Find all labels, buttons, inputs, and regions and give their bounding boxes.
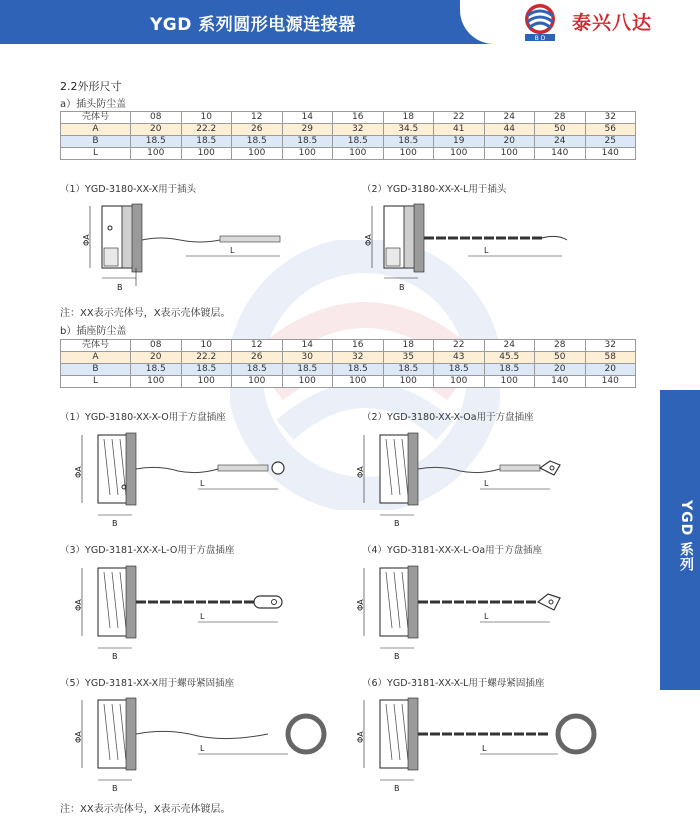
dia-label: ΦA xyxy=(74,599,83,611)
socket-caption-4: （4）YGD-3181-XX-X-L-Oa用于方盘插座 xyxy=(362,545,543,556)
l-label: L xyxy=(200,479,205,488)
table-cell: 20 xyxy=(484,136,535,148)
page-title: YGD 系列圆形电源连接器 xyxy=(150,15,356,35)
l-label: L xyxy=(230,246,235,255)
l-label: L xyxy=(200,612,205,621)
b-label: B xyxy=(399,283,405,292)
table-cell: 12 xyxy=(232,112,283,124)
brand-name: 泰兴八达 xyxy=(572,12,653,34)
l-label: L xyxy=(484,246,489,255)
table-row xyxy=(61,364,636,376)
row-label: 壳体号 xyxy=(61,340,131,352)
socket-cap-drawing-3 xyxy=(68,558,298,663)
b-label: B xyxy=(394,784,400,793)
table-cell: 25 xyxy=(585,136,636,148)
table-cell: 29 xyxy=(282,124,333,136)
dia-label: ΦA xyxy=(82,234,91,246)
table-cell: 18.5 xyxy=(131,364,182,376)
table-cell: 14 xyxy=(282,112,333,124)
table-cell: 20 xyxy=(535,364,586,376)
brand-logo-icon xyxy=(515,2,565,42)
table-cell: 100 xyxy=(383,376,434,388)
socket-subtitle: b）插座防尘盖 xyxy=(60,326,127,337)
table-cell: 100 xyxy=(383,148,434,160)
table-cell: 22 xyxy=(434,112,485,124)
b-label: B xyxy=(394,652,400,661)
table-cell: 32 xyxy=(333,124,384,136)
table-cell: 20 xyxy=(131,352,182,364)
table-cell: 18.5 xyxy=(434,364,485,376)
table-cell: 100 xyxy=(484,148,535,160)
table-row xyxy=(61,136,636,148)
table-cell: 28 xyxy=(535,112,586,124)
table-cell: 56 xyxy=(585,124,636,136)
table-cell: 28 xyxy=(535,340,586,352)
table-cell: 24 xyxy=(484,112,535,124)
table-cell: 18 xyxy=(383,112,434,124)
table-cell: 16 xyxy=(333,340,384,352)
table-cell: 50 xyxy=(535,352,586,364)
logo-letters: B D xyxy=(534,35,546,42)
section-title: 2.2外形尺寸 xyxy=(60,80,122,93)
dia-label: ΦA xyxy=(356,731,365,743)
side-tab-label: YGD 系列 xyxy=(678,500,694,573)
table-cell: 18.5 xyxy=(282,136,333,148)
table-cell: 100 xyxy=(333,376,384,388)
table-cell: 140 xyxy=(585,376,636,388)
table-cell: 08 xyxy=(131,112,182,124)
table-cell: 45.5 xyxy=(484,352,535,364)
socket-cap-drawing-4 xyxy=(350,558,580,663)
table-cell: 26 xyxy=(232,124,283,136)
dia-label: ΦA xyxy=(364,234,373,246)
table-cell: 58 xyxy=(585,352,636,364)
socket-cap-drawing-2 xyxy=(350,425,580,530)
table-cell: 32 xyxy=(333,352,384,364)
table-cell: 100 xyxy=(232,148,283,160)
table-cell: 100 xyxy=(282,376,333,388)
table-cell: 35 xyxy=(383,352,434,364)
table-cell: 22 xyxy=(434,340,485,352)
table-cell: 100 xyxy=(232,376,283,388)
socket-cap-drawing-5 xyxy=(68,690,338,795)
table-cell: 100 xyxy=(131,148,182,160)
plug-cap-drawing-1 xyxy=(80,196,300,296)
dia-label: ΦA xyxy=(74,731,83,743)
row-label: L xyxy=(61,148,131,160)
table-cell: 18 xyxy=(383,340,434,352)
table-cell: 34.5 xyxy=(383,124,434,136)
table-row xyxy=(61,340,636,352)
row-label: B xyxy=(61,136,131,148)
table-cell: 100 xyxy=(181,376,232,388)
b-label: B xyxy=(394,519,400,528)
row-label: B xyxy=(61,364,131,376)
row-label: A xyxy=(61,352,131,364)
dia-label: ΦA xyxy=(74,466,83,478)
table-cell: 20 xyxy=(585,364,636,376)
table-cell: 18.5 xyxy=(181,364,232,376)
table-cell: 16 xyxy=(333,112,384,124)
table-cell: 18.5 xyxy=(383,136,434,148)
table-cell: 18.5 xyxy=(484,364,535,376)
socket-cap-drawing-1 xyxy=(68,425,298,530)
dia-label: ΦA xyxy=(356,466,365,478)
socket-caption-3: （3）YGD-3181-XX-X-L-O用于方盘插座 xyxy=(60,545,235,556)
table-cell: 10 xyxy=(181,112,232,124)
l-label: L xyxy=(482,744,487,753)
table-cell: 18.5 xyxy=(333,364,384,376)
table-cell: 32 xyxy=(585,340,636,352)
row-label: A xyxy=(61,124,131,136)
table-cell: 19 xyxy=(434,136,485,148)
plug-note: 注：XX表示壳体号，X表示壳体镀层。 xyxy=(60,308,231,319)
table-cell: 50 xyxy=(535,124,586,136)
socket-cap-drawing-6 xyxy=(350,690,620,795)
b-label: B xyxy=(112,784,118,793)
b-label: B xyxy=(112,652,118,661)
plug-caption-2: （2）YGD-3180-XX-X-L用于插头 xyxy=(362,184,507,195)
table-cell: 30 xyxy=(282,352,333,364)
plug-cap-drawing-2 xyxy=(362,196,582,296)
table-cell: 100 xyxy=(181,148,232,160)
socket-caption-2: （2）YGD-3180-XX-X-Oa用于方盘插座 xyxy=(362,412,534,423)
table-cell: 32 xyxy=(585,112,636,124)
dia-label: ΦA xyxy=(356,599,365,611)
table-cell: 100 xyxy=(333,148,384,160)
table-row xyxy=(61,376,636,388)
plug-caption-1: （1）YGD-3180-XX-X用于插头 xyxy=(60,184,197,195)
b-label: B xyxy=(112,519,118,528)
table-cell: 41 xyxy=(434,124,485,136)
table-cell: 18.5 xyxy=(181,136,232,148)
table-cell: 43 xyxy=(434,352,485,364)
l-label: L xyxy=(484,479,489,488)
socket-caption-5: （5）YGD-3181-XX-X用于螺母紧固插座 xyxy=(60,678,235,689)
table-cell: 10 xyxy=(181,340,232,352)
table-cell: 18.5 xyxy=(383,364,434,376)
table-cell: 26 xyxy=(232,352,283,364)
table-cell: 18.5 xyxy=(333,136,384,148)
table-cell: 18.5 xyxy=(232,136,283,148)
table-cell: 22.2 xyxy=(181,124,232,136)
socket-caption-1: （1）YGD-3180-XX-X-O用于方盘插座 xyxy=(60,412,226,423)
plug-dimension-table xyxy=(60,111,636,160)
table-cell: 12 xyxy=(232,340,283,352)
table-row xyxy=(61,352,636,364)
table-cell: 140 xyxy=(585,148,636,160)
socket-dimension-table xyxy=(60,339,636,388)
table-cell: 18.5 xyxy=(232,364,283,376)
table-cell: 24 xyxy=(535,136,586,148)
table-cell: 100 xyxy=(434,148,485,160)
table-row xyxy=(61,124,636,136)
table-row xyxy=(61,148,636,160)
socket-caption-6: （6）YGD-3181-XX-X-L用于螺母紧固插座 xyxy=(362,678,545,689)
l-label: L xyxy=(484,612,489,621)
socket-note: 注：XX表示壳体号，X表示壳体镀层。 xyxy=(60,804,231,815)
table-cell: 100 xyxy=(434,376,485,388)
table-cell: 100 xyxy=(282,148,333,160)
table-cell: 44 xyxy=(484,124,535,136)
table-cell: 100 xyxy=(484,376,535,388)
table-cell: 18.5 xyxy=(282,364,333,376)
table-cell: 140 xyxy=(535,376,586,388)
table-cell: 18.5 xyxy=(131,136,182,148)
row-label: 壳体号 xyxy=(61,112,131,124)
table-cell: 08 xyxy=(131,340,182,352)
l-label: L xyxy=(200,744,205,753)
row-label: L xyxy=(61,376,131,388)
table-row xyxy=(61,112,636,124)
table-cell: 100 xyxy=(131,376,182,388)
table-cell: 140 xyxy=(535,148,586,160)
b-label: B xyxy=(117,283,123,292)
table-cell: 20 xyxy=(131,124,182,136)
table-cell: 24 xyxy=(484,340,535,352)
plug-subtitle: a）插头防尘盖 xyxy=(60,99,127,110)
table-cell: 22.2 xyxy=(181,352,232,364)
table-cell: 14 xyxy=(282,340,333,352)
